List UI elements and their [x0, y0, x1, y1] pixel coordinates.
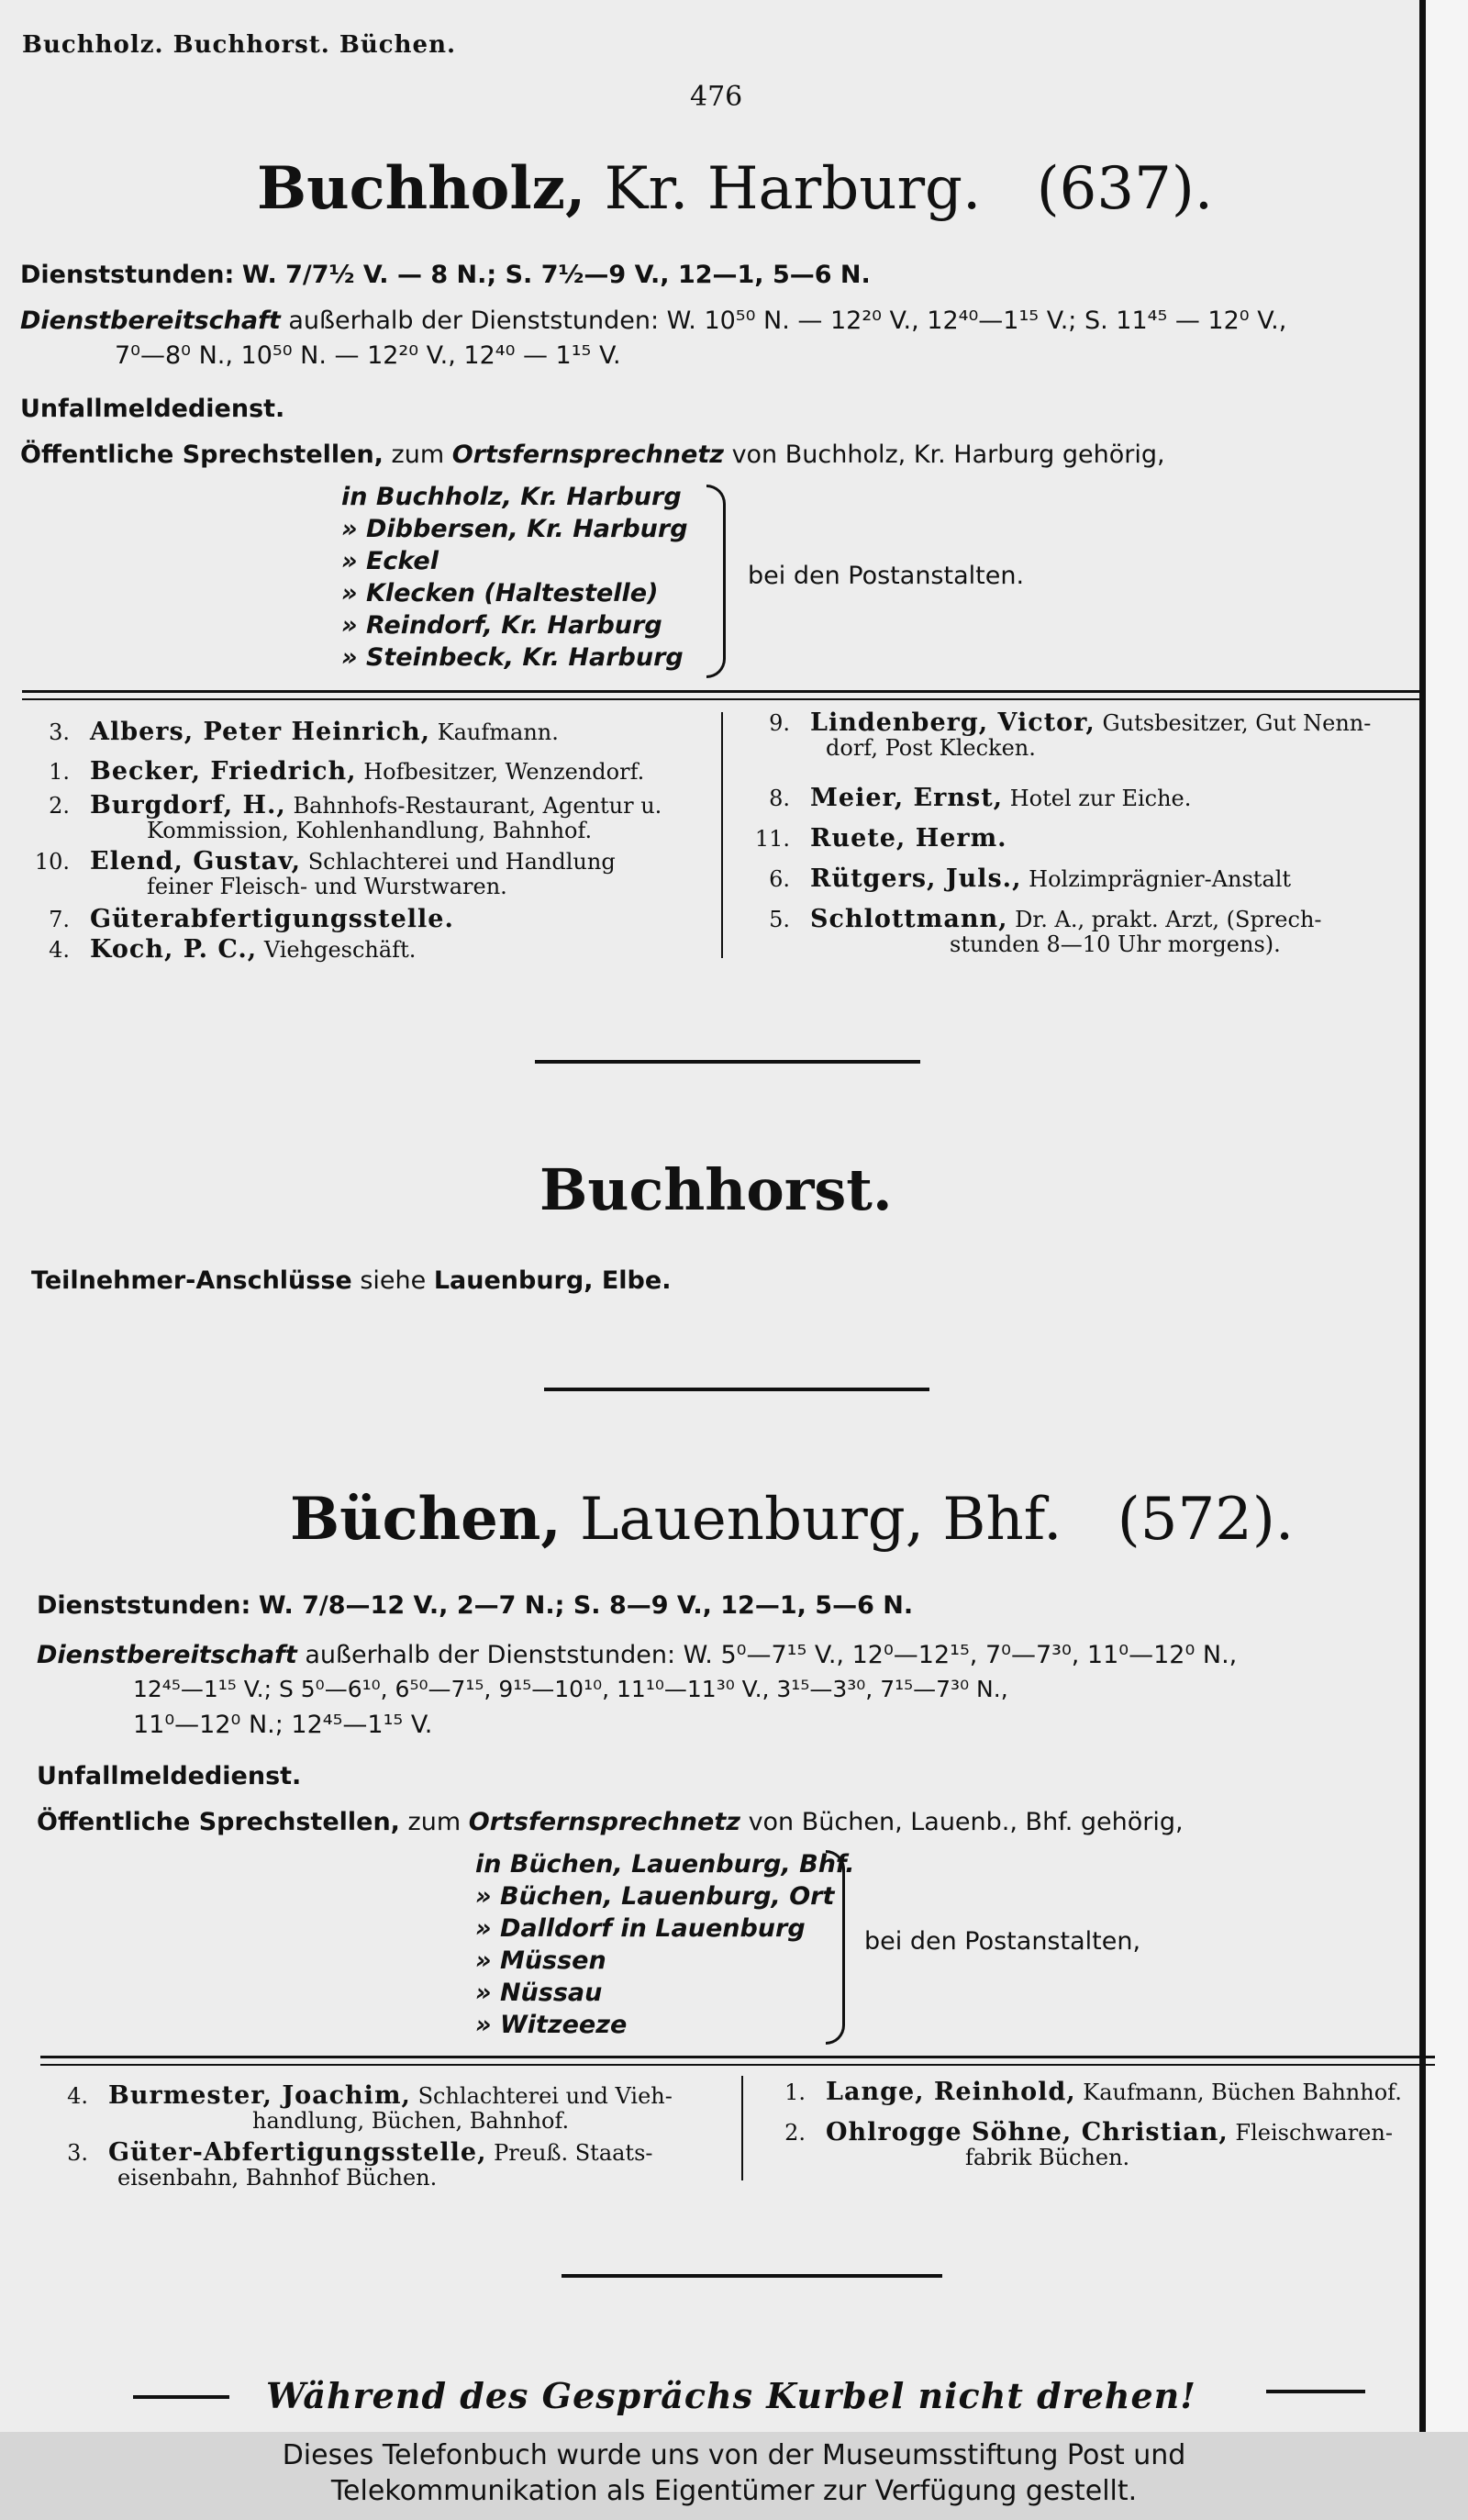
- places-note: bei den Postanstalten.: [748, 562, 1025, 590]
- service-hours-text: W. 7/7½ V. — 8 N.; S. 7½—9 V., 12—1, 5—6 N.: [241, 261, 871, 289]
- list-item: 9. Lindenberg, Victor, Gutsbesitzer, Gut Nenn- dorf, Post Klecken.: [769, 708, 1372, 761]
- public-phones-mid: zum: [391, 440, 445, 469]
- standby-label: Dienstbereitschaft: [37, 1641, 297, 1669]
- list-item: 4. Burmester, Joachim, Schlachterei und Vieh- handlung, Büchen, Bahnhof.: [67, 2081, 673, 2134]
- section-divider: [535, 1060, 920, 1064]
- brace-icon: [706, 485, 726, 678]
- places-list-buchholz: [341, 481, 688, 674]
- page-edge: [1419, 0, 1468, 2432]
- column-divider: [721, 712, 723, 958]
- standby-label: Dienstbereitschaft: [20, 307, 281, 335]
- public-phones-net: Ortsfernsprechnetz: [451, 440, 724, 469]
- list-item: 4. Koch, P. C., Viehgeschäft.: [49, 935, 417, 964]
- title-code: (572).: [1117, 1486, 1295, 1554]
- note-mid: siehe: [360, 1266, 427, 1295]
- standby-line-1: außerhalb der Dienststunden: W. 5⁰—7¹⁵ V., 12⁰—12¹⁵, 7⁰—7³⁰, 11⁰—12⁰ N.,: [305, 1641, 1238, 1669]
- title-rest: Lauenburg, Bhf.: [580, 1486, 1062, 1554]
- list-item: 10. Elend, Gustav, Schlachterei und Handlung feiner Fleisch- und Wurstwaren.: [34, 847, 616, 899]
- place-item: » Dibbersen, Kr. Harburg: [341, 515, 688, 543]
- standby-hours: [20, 307, 1286, 335]
- place-item: » Dalldorf in Lauenburg: [475, 1914, 806, 1943]
- footer-warning: Während des Gesprächs Kurbel nicht drehen!: [266, 2375, 1196, 2416]
- section-title-buechen: [290, 1485, 1294, 1554]
- public-phones: [20, 440, 1165, 469]
- double-rule: [22, 690, 1420, 700]
- page-number: 476: [690, 81, 743, 113]
- list-item: 11. Ruete, Herm.: [754, 824, 1007, 853]
- place-item: » Eckel: [341, 547, 439, 575]
- list-item: 5. Schlottmann, Dr. A., prakt. Arzt, (Sprech- stunden 8—10 Uhr morgens).: [769, 905, 1322, 957]
- title-bold: Buchholz,: [257, 154, 586, 223]
- footer-dash-left: [133, 2395, 229, 2399]
- double-rule: [40, 2056, 1435, 2066]
- place-item: » Steinbeck, Kr. Harburg: [341, 643, 684, 672]
- list-item: 2. Ohlrogge Söhne, Christian, Fleischwaren- fabrik Büchen.: [784, 2118, 1393, 2170]
- place-item: » Klecken (Haltestelle): [341, 579, 659, 608]
- public-phones: [37, 1808, 1184, 1836]
- public-phones-net: Ortsfernsprechnetz: [468, 1808, 740, 1836]
- standby-line-1: außerhalb der Dienststunden: W. 10⁵⁰ N. — 12²⁰ V., 12⁴⁰—1¹⁵ V.; S. 11⁴⁵ — 12⁰ V.,: [288, 307, 1287, 335]
- public-phones-rest: von Buchholz, Kr. Harburg gehörig,: [731, 440, 1165, 469]
- place-item: » Reindorf, Kr. Harburg: [341, 611, 662, 640]
- places-note: bei den Postanstalten,: [864, 1927, 1141, 1956]
- public-phones-mid: zum: [407, 1808, 462, 1836]
- service-hours: [20, 261, 871, 289]
- accident-service: Unfallmeldedienst.: [20, 395, 285, 423]
- title-rest: Kr. Harburg.: [604, 155, 982, 223]
- service-hours-label: Dienststunden:: [37, 1591, 251, 1620]
- caption-line-2: Telekommunikation als Eigentümer zur Verfügung gestellt.: [330, 2475, 1138, 2507]
- section-divider: [544, 1388, 929, 1391]
- standby-line-3: 11⁰—12⁰ N.; 12⁴⁵—1¹⁵ V.: [133, 1711, 433, 1739]
- note-ref: Lauenburg, Elbe.: [433, 1266, 672, 1295]
- note-label: Teilnehmer-Anschlüsse: [31, 1266, 352, 1295]
- title-code: (637).: [1036, 155, 1214, 223]
- place-item: » Müssen: [475, 1946, 606, 1975]
- place-item: » Witzeeze: [475, 2011, 628, 2039]
- footer-dash-right: [1266, 2390, 1365, 2393]
- service-hours-text: W. 7/8—12 V., 2—7 N.; S. 8—9 V., 12—1, 5—6 N.: [258, 1591, 914, 1620]
- standby-line-2: 12⁴⁵—1¹⁵ V.; S 5⁰—6¹⁰, 6⁵⁰—7¹⁵, 9¹⁵—10¹⁰, 11¹⁰—11³⁰ V., 3¹⁵—3³⁰, 7¹⁵—7³⁰ N.,: [133, 1676, 1008, 1702]
- service-hours: [37, 1591, 913, 1620]
- buchhorst-note: [31, 1266, 671, 1295]
- column-divider: [741, 2076, 743, 2180]
- title-bold: Büchen,: [290, 1485, 562, 1554]
- list-item: 1. Becker, Friedrich, Hofbesitzer, Wenzendorf.: [49, 757, 645, 786]
- place-item: » Büchen, Lauenburg, Ort: [475, 1882, 835, 1911]
- public-phones-label: Öffentliche Sprechstellen,: [37, 1808, 400, 1836]
- list-item: 3. Güter-Abfertigungsstelle, Preuß. Staats- eisenbahn, Bahnhof Büchen.: [67, 2138, 653, 2191]
- standby-line-2: 7⁰—8⁰ N., 10⁵⁰ N. — 12²⁰ V., 12⁴⁰ — 1¹⁵ V.: [115, 341, 621, 370]
- running-head: Buchholz. Buchhorst. Büchen.: [22, 31, 457, 59]
- section-divider: [562, 2274, 942, 2278]
- place-item: in Buchholz, Kr. Harburg: [341, 483, 682, 511]
- caption-line-1: Dieses Telefonbuch wurde uns von der Museumsstiftung Post und: [282, 2439, 1186, 2471]
- public-phones-rest: von Büchen, Lauenb., Bhf. gehörig,: [748, 1808, 1184, 1836]
- list-item: 3. Albers, Peter Heinrich, Kaufmann.: [49, 718, 559, 746]
- service-hours-label: Dienststunden:: [20, 261, 235, 289]
- section-title-buchhorst: Buchhorst.: [539, 1156, 893, 1223]
- brace-icon: [826, 1850, 845, 2045]
- public-phones-label: Öffentliche Sprechstellen,: [20, 440, 384, 469]
- accident-service: Unfallmeldedienst.: [37, 1762, 302, 1790]
- place-item: » Nüssau: [475, 1979, 603, 2007]
- list-item: 8. Meier, Ernst, Hotel zur Eiche.: [769, 784, 1192, 812]
- list-item: 7. Güterabfertigungsstelle.: [49, 905, 454, 933]
- standby-hours: [37, 1641, 1237, 1669]
- section-title-buchholz: [257, 154, 1213, 223]
- place-item: in Büchen, Lauenburg, Bhf.: [475, 1850, 855, 1879]
- list-item: 2. Burgdorf, H., Bahnhofs-Restaurant, Agentur u. Kommission, Kohlenhandlung, Bahnhof.: [49, 791, 662, 843]
- list-item: 6. Rütgers, Juls., Holzimprägnier-Anstalt: [769, 864, 1292, 893]
- places-list-buechen: [475, 1848, 854, 2041]
- ownership-caption: [0, 2432, 1468, 2520]
- list-item: 1. Lange, Reinhold, Kaufmann, Büchen Bahnhof.: [784, 2078, 1402, 2106]
